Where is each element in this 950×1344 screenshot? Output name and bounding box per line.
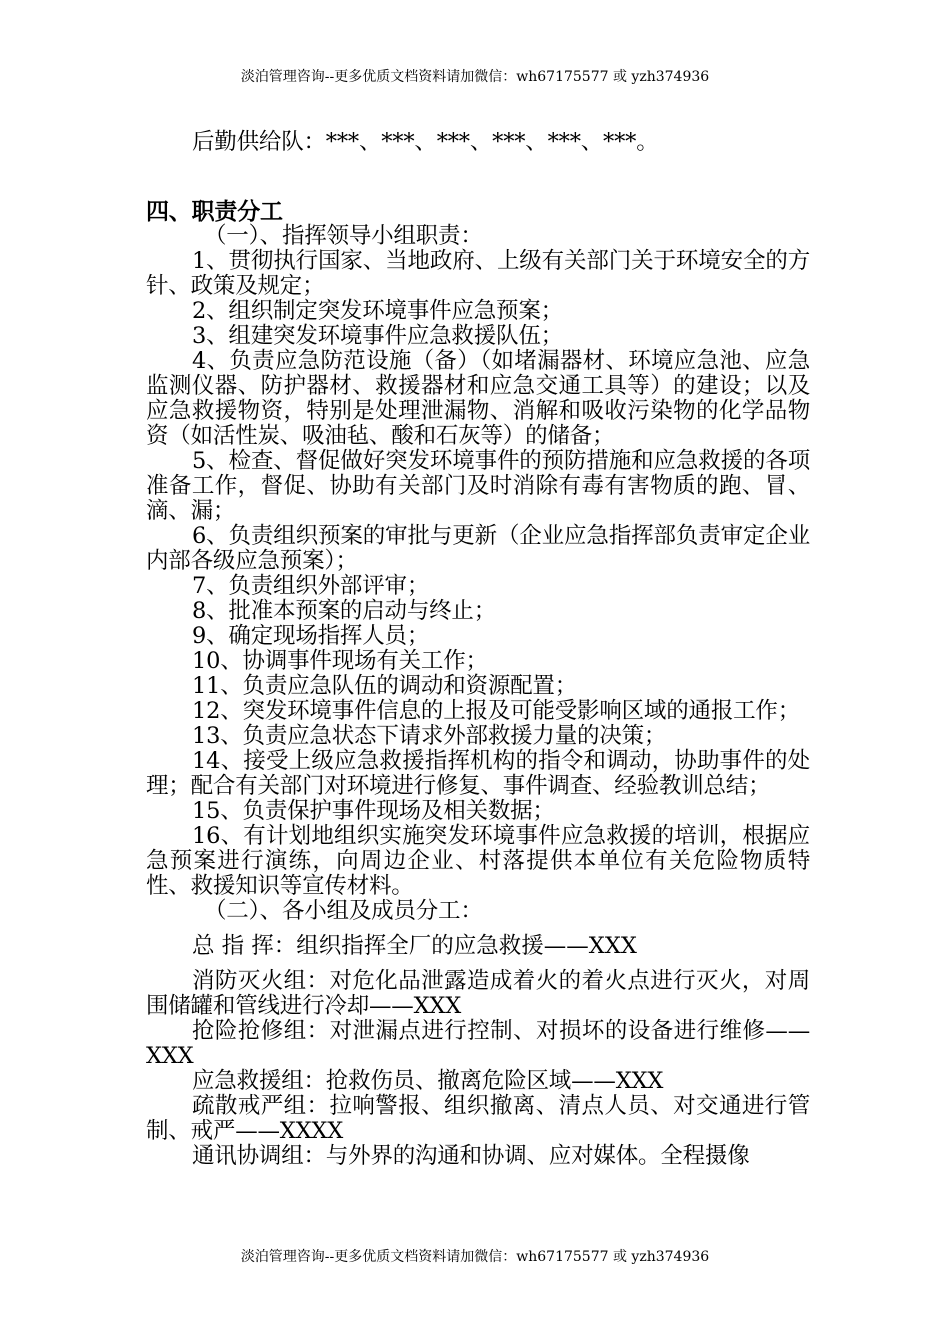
duty-item: 11、负责应急队伍的调动和资源配置； xyxy=(192,673,578,699)
duty-item: 2、组织制定突发环境事件应急预案； xyxy=(192,298,563,324)
commander-line: 总 指 挥：组织指挥全厂的应急救援——XXX xyxy=(192,933,637,959)
section-heading: 四、职责分工 xyxy=(146,198,283,225)
duty-item: 8、批准本预案的启动与终止； xyxy=(192,598,497,624)
duty-item: 7、负责组织外部评审； xyxy=(192,573,430,599)
team-item: 通讯协调组：与外界的沟通和协调、应对媒体。全程摄像 xyxy=(192,1143,750,1169)
subsection-heading-1: （一）、指挥领导小组职责： xyxy=(204,223,483,249)
duty-item: 4、负责应急防范设施（备）（如堵漏器材、环境应急池、应急监测仪器、防护器材、救援器材和应急交通工具等）的建设；以及应急救援物资，特别是处理泄漏物、消解和吸收污染物的化学品物资（如活性炭、吸油毡、酸和石灰等）的储备； xyxy=(146,348,810,449)
team-item: 疏散戒严组：拉响警报、组织撤离、清点人员、对交通进行管制、戒严——XXXX xyxy=(146,1093,810,1144)
duty-item: 9、确定现场指挥人员； xyxy=(192,623,430,649)
document-body xyxy=(146,130,810,1169)
team-item: 应急救援组：抢救伤员、撤离危险区域——XXX xyxy=(192,1068,664,1094)
team-item: 消防灭火组：对危化品泄露造成着火的着火点进行灭火，对周围储罐和管线进行冷却——XXX xyxy=(146,968,810,1019)
duty-item: 10、协调事件现场有关工作； xyxy=(192,648,488,674)
duty-item: 12、突发环境事件信息的上报及可能受影响区域的通报工作； xyxy=(192,698,801,724)
duty-item: 3、组建突发环境事件应急救援队伍； xyxy=(192,323,563,349)
duty-item: 16、有计划地组织实施突发环境事件应急救援的培训，根据应急预案进行演练，向周边企业、村落提供本单位有关危险物质特性、救援知识等宣传材料。 xyxy=(146,823,810,899)
duty-item: 14、接受上级应急救援指挥机构的指令和调动，协助事件的处理；配合有关部门对环境进行修复、事件调查、经验教训总结； xyxy=(146,748,810,799)
duty-item: 1、贯彻执行国家、当地政府、上级有关部门关于环境安全的方针、政策及规定； xyxy=(146,248,810,299)
duty-item: 6、负责组织预案的审批与更新（企业应急指挥部负责审定企业内部各级应急预案）； xyxy=(146,523,810,574)
page-header: 淡泊管理咨询--更多优质文档资料请加微信：wh67175577 或 yzh374936 xyxy=(240,69,710,85)
duty-item: 15、负责保护事件现场及相关数据； xyxy=(192,798,555,824)
duty-item: 13、负责应急状态下请求外部救援力量的决策； xyxy=(192,723,667,749)
logistics-team-line: 后勤供给队：***、***、***、***、***、***。 xyxy=(192,129,659,155)
subsection-heading-2: （二）、各小组及成员分工： xyxy=(204,898,483,924)
duty-item: 5、检查、督促做好突发环境事件的预防措施和应急救援的各项准备工作，督促、协助有关部门及时消除有毒有害物质的跑、冒、滴、漏； xyxy=(146,448,810,524)
page-footer: 淡泊管理咨询--更多优质文档资料请加微信：wh67175577 或 yzh374936 xyxy=(240,1249,710,1265)
team-item: 抢险抢修组：对泄漏点进行控制、对损坏的设备进行维修——XXX xyxy=(146,1018,810,1069)
